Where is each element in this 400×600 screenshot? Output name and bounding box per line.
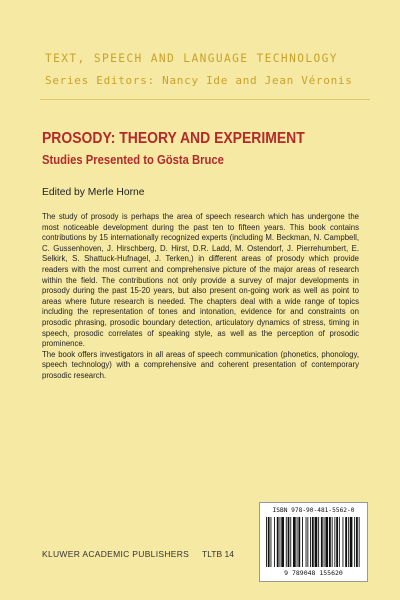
series-code: TLTB 14 bbox=[202, 549, 234, 559]
isbn-barcode-box bbox=[259, 502, 368, 582]
divider-rule bbox=[40, 99, 370, 100]
isbn-label: ISBN 978-90-481-5562-0 bbox=[272, 507, 355, 514]
blurb-paragraph: The book offers investigators in all areas of speech communication (phonetics, phonology, speech technology) with a comprehensive and coherent presentation of contemporary prosodic research. bbox=[42, 349, 359, 380]
book-subtitle: Studies Presented to Gösta Bruce bbox=[42, 153, 224, 167]
series-editors: Series Editors: Nancy Ide and Jean Véronis bbox=[45, 74, 353, 87]
blurb-text bbox=[42, 212, 359, 382]
barcode-icon bbox=[266, 517, 361, 567]
series-title: TEXT, SPEECH AND LANGUAGE TECHNOLOGY bbox=[45, 52, 338, 65]
book-title: PROSODY: THEORY AND EXPERIMENT bbox=[42, 130, 305, 147]
barcode-digits: 9 789048 155620 bbox=[284, 569, 343, 577]
blurb-paragraph: The study of prosody is perhaps the area of speech research which has undergone the most noticeable development during the past ten to fifteen years. This book contains contributions by 15 internationally recognized experts (including M. Beckman, N. Campbell, C. Gussenhoven, J. Hirschberg, D. Hirst, D.R. Ladd, M. Ostendorf, J. Pierrehumbert, E. Selkirk, S. Shattuck-Hufnagel, J. Terken,) in different areas of prosody which provide readers with the most current and comprehensive picture of the major areas of research within the field. The contributions not only provide a survey of major developments in prosody during the past 15-20 years, but also present on-going work as well as point to areas where future research is needed. The chapters deal with a wide range of topics including the representation of tones and intonation, evidence for and constraints on prosodic phrasing, prosodic boundary detection, articulatory dynamics of stress, timing in speech, prosodic correlates of speaking style, as well as the perception of prosodic prominence. bbox=[42, 212, 359, 349]
publisher-name: KLUWER ACADEMIC PUBLISHERS bbox=[42, 549, 190, 559]
edited-by: Edited by Merle Horne bbox=[42, 187, 145, 198]
